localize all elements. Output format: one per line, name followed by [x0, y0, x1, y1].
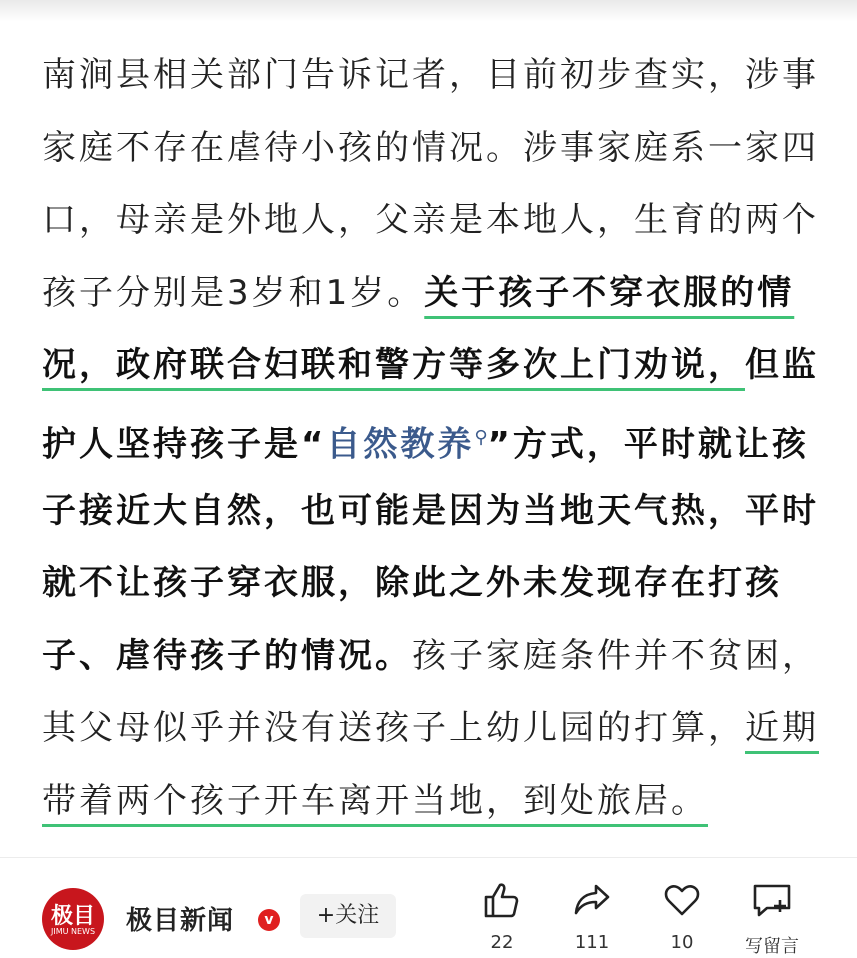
comment-label: 写留言: [745, 936, 799, 957]
verified-v-icon: v: [258, 909, 280, 931]
favorite-count: 10: [670, 932, 694, 953]
body-text: 孩子家庭条件并不贫困，: [412, 635, 819, 676]
follow-button[interactable]: +关注: [300, 894, 396, 938]
article-line: [42, 184, 822, 257]
body-text: 南涧县相关部门告诉记者，目前初步查实，涉事: [42, 55, 819, 95]
article-line: [42, 475, 822, 548]
share-count: 111: [574, 932, 610, 953]
article-line: [42, 692, 822, 765]
top-fade: [0, 0, 857, 22]
article-line: [42, 547, 822, 620]
body-text: 孩子分别是3岁和1岁。: [42, 272, 425, 313]
body-text: 家庭不存在虐待小孩的情况。涉事家庭系一家四: [42, 127, 819, 168]
bold-text: 护人坚持孩子是“: [42, 424, 327, 465]
search-icon[interactable]: ⚲: [474, 426, 488, 448]
article-line: [42, 112, 822, 185]
highlighted-text: 近期: [745, 708, 819, 749]
avatar-sub-text: JIMU NEWS: [50, 927, 96, 936]
article-line: [42, 402, 822, 475]
bold-text: 但监: [745, 345, 819, 386]
search-keyword-link[interactable]: 自然教养: [326, 424, 475, 465]
share-arrow-icon: [572, 880, 612, 920]
article-line: [42, 39, 822, 112]
author-name[interactable]: 极目新闻: [126, 906, 235, 936]
like-button[interactable]: [467, 880, 537, 953]
article-body: [42, 39, 822, 838]
highlighted-bold-text: 关于孩子不穿衣服的情: [424, 272, 795, 313]
comment-plus-icon: [750, 880, 794, 920]
body-text: 口，母亲是外地人，父亲是本地人，生育的两个: [42, 200, 819, 241]
article-line: [42, 620, 822, 693]
highlighted-bold-text: 况，政府联合妇联和警方等多次上门劝说，: [42, 345, 745, 386]
share-button[interactable]: [557, 880, 627, 953]
bottom-bar: [0, 858, 857, 957]
article-line: [42, 329, 822, 402]
favorite-button[interactable]: [647, 880, 717, 953]
thumbs-up-icon: [482, 880, 522, 920]
highlighted-text: 带着两个孩子开车离开当地，到处旅居。: [42, 780, 708, 821]
bold-text: 子、虐待孩子的情况。: [42, 635, 412, 676]
heart-icon: [662, 880, 702, 920]
like-count: 22: [490, 932, 514, 953]
author-avatar[interactable]: [42, 888, 104, 950]
article-line: [42, 257, 822, 330]
bold-text: ”方式，平时就让孩: [487, 424, 809, 465]
avatar-logo-text: 极目: [50, 904, 95, 929]
bold-text: 就不让孩子穿衣服，除此之外未发现存在打孩: [42, 563, 782, 604]
comment-button[interactable]: [737, 880, 807, 958]
body-text: 其父母似乎并没有送孩子上幼儿园的打算，: [42, 708, 745, 749]
bold-text: 子接近大自然，也可能是因为当地天气热，平时: [42, 490, 819, 531]
article-line: [42, 765, 822, 838]
